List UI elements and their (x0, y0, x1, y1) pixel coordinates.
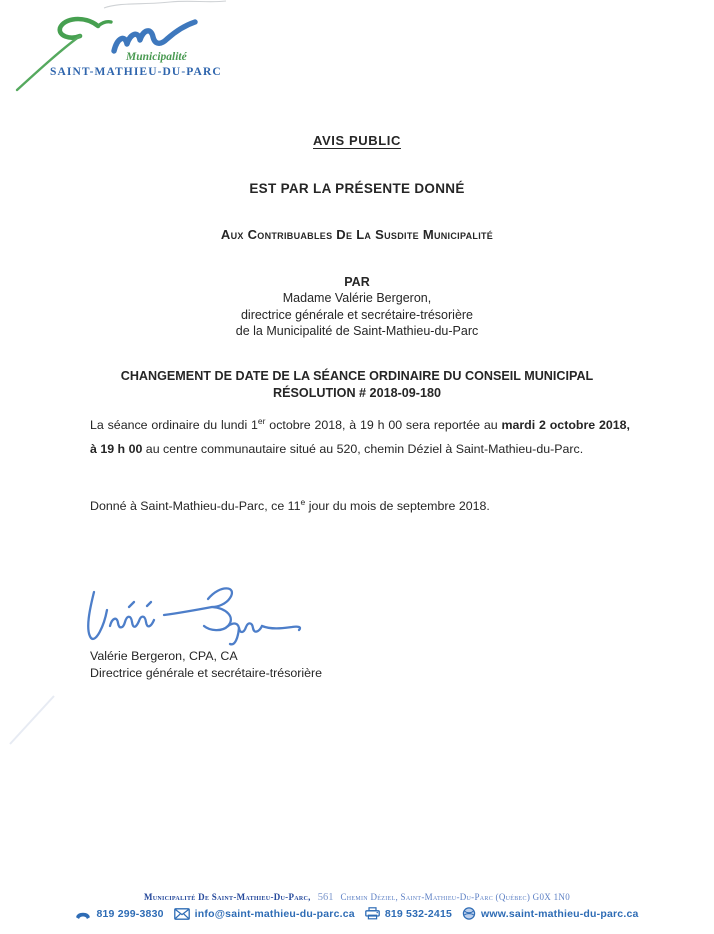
issuer-role-line: directrice générale et secrétaire-trésorière (240, 307, 474, 322)
par-label: PAR (344, 275, 370, 289)
signatory-block (90, 648, 322, 681)
notice-given-line: EST PAR LA PRÉSENTE DONNÉ (249, 181, 465, 196)
footer-contact-line (0, 907, 714, 920)
issuer-block (0, 274, 714, 340)
subject-heading (0, 368, 714, 402)
footer-civic-number: 561 (317, 892, 334, 903)
logo-municipality-name: SAINT-MATHIEU-DU-PARC (50, 66, 222, 78)
footer-fax (365, 907, 452, 920)
footer-email (174, 908, 355, 920)
footer-org-name: Municipalité De Saint-Mathieu-Du-Parc, (143, 892, 311, 902)
municipality-logo (14, 10, 244, 94)
issuer-name-line: Madame Valérie Bergeron, (282, 291, 432, 306)
footer-fax-number: 819 532-2415 (384, 907, 453, 920)
globe-icon (462, 907, 476, 920)
fax-icon (365, 907, 380, 920)
footer-website-url: www.saint-mathieu-du-parc.ca (481, 907, 639, 920)
notice-title: AVIS PUBLIC (313, 133, 401, 148)
footer-address-rest: Chemin Déziel, Saint-Mathieu-Du-Parc (Québec) G0X 1N0 (340, 892, 571, 902)
envelope-icon (174, 908, 190, 920)
signatory-name: Valérie Bergeron, CPA, CA (90, 649, 238, 663)
subject-line-2: RÉSOLUTION # 2018-09-180 (273, 386, 441, 400)
signature-ink (76, 580, 316, 658)
footer-phone-number: 819 299-3830 (96, 907, 164, 920)
footer-email-address: info@saint-mathieu-du-parc.ca (194, 907, 355, 920)
footer-phone (75, 908, 163, 920)
scan-artifact-top (100, 0, 230, 10)
footer-website (462, 907, 639, 920)
signatory-title: Directrice générale et secrétaire-trésorière (90, 665, 323, 680)
dated-line: Donné à Saint-Mathieu-du-Parc, ce 11e jour du mois de septembre 2018. (90, 496, 490, 513)
phone-icon (75, 908, 91, 920)
footer-address-line (0, 887, 714, 905)
scan-artifact-diagonal (4, 692, 64, 752)
notice-addressees-line: Aux Contribuables De La Susdite Municipalité (220, 227, 494, 242)
issuer-municipality-line: de la Municipalité de Saint-Mathieu-du-Parc (235, 324, 479, 339)
notice-body-paragraph: La séance ordinaire du lundi 1er octobre 2018, à 19 h 00 sera reportée au mardi 2 octobre 2018, à 19 h 00 au centre communautaire situé au 520, chemin Déziel à Saint-Mathieu-du-Parc. (90, 415, 630, 456)
subject-line-1: CHANGEMENT DE DATE DE LA SÉANCE ORDINAIRE DU CONSEIL MUNICIPAL (120, 369, 594, 383)
logo-municipality-word: Municipalité (126, 51, 187, 63)
